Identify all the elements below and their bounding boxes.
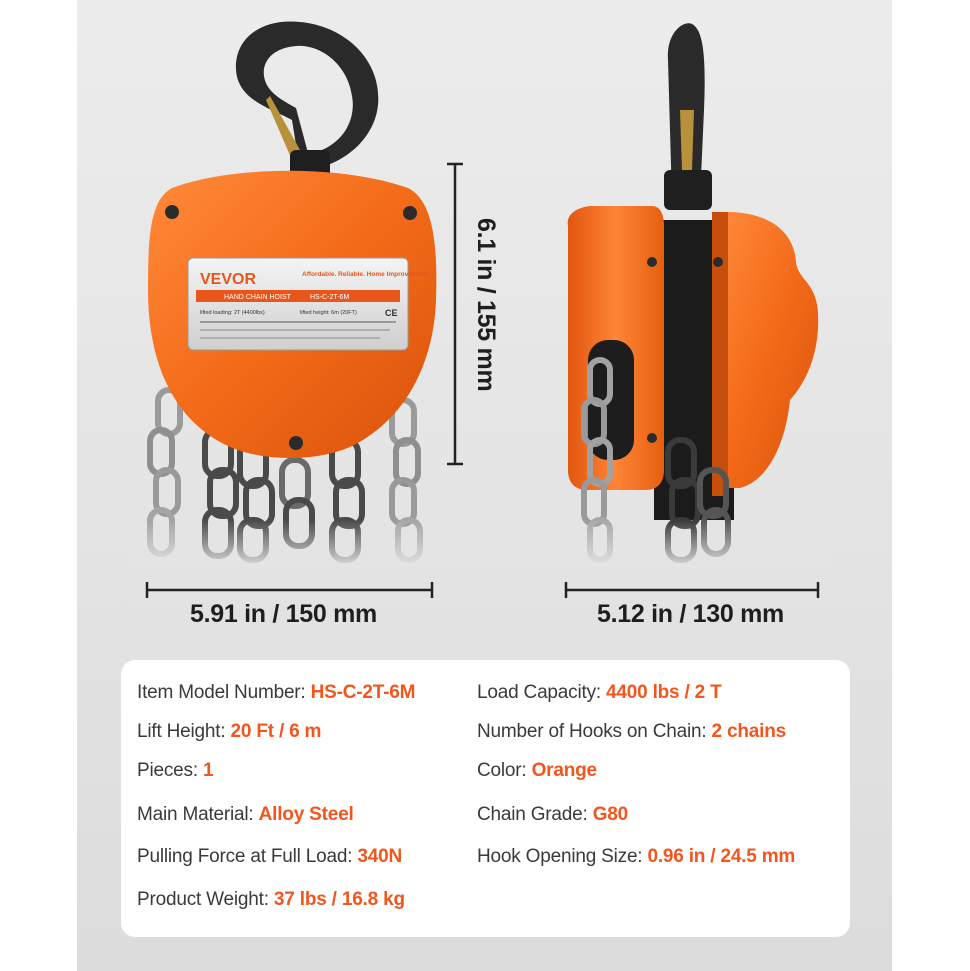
nameplate-model: HS-C-2T-6M [310, 294, 350, 301]
spec-grade: Chain Grade: G80 [477, 804, 629, 825]
spec-color: Color: Orange [477, 760, 597, 781]
nameplate-ce-mark: CE [385, 308, 398, 318]
nameplate-product: HAND CHAIN HOIST [224, 294, 291, 301]
side-hook [664, 23, 712, 210]
spec-weight: Product Weight: 37 lbs / 16.8 kg [137, 889, 405, 910]
nameplate [188, 258, 429, 350]
side-width-label: 5.12 in / 130 mm [597, 600, 784, 628]
height-label: 6.1 in / 155 mm [472, 218, 500, 392]
front-hook [236, 21, 378, 190]
spec-load-capacity: Load Capacity: 4400 lbs / 2 T [477, 682, 722, 703]
nameplate-tagline: Affordable. Reliable. Home Improvement. [302, 271, 430, 278]
spec-material: Main Material: Alloy Steel [137, 804, 354, 825]
spec-lift-height: Lift Height: 20 Ft / 6 m [137, 721, 322, 742]
spec-pulling-force: Pulling Force at Full Load: 340N [137, 846, 403, 867]
nameplate-brand: VEVOR [200, 271, 257, 288]
spec-pieces: Pieces: 1 [137, 760, 214, 781]
nameplate-capacity: lifted loading: 2T (4400lbs) [200, 310, 265, 316]
spec-hooks: Number of Hooks on Chain: 2 chains [477, 721, 786, 742]
spec-item-model: Item Model Number: HS-C-2T-6M [137, 682, 416, 703]
front-width-label: 5.91 in / 150 mm [190, 600, 377, 628]
spec-hook-opening: Hook Opening Size: 0.96 in / 24.5 mm [477, 846, 796, 867]
spec-card [121, 660, 850, 937]
nameplate-height: lifted height: 6m (20FT) [300, 310, 357, 316]
